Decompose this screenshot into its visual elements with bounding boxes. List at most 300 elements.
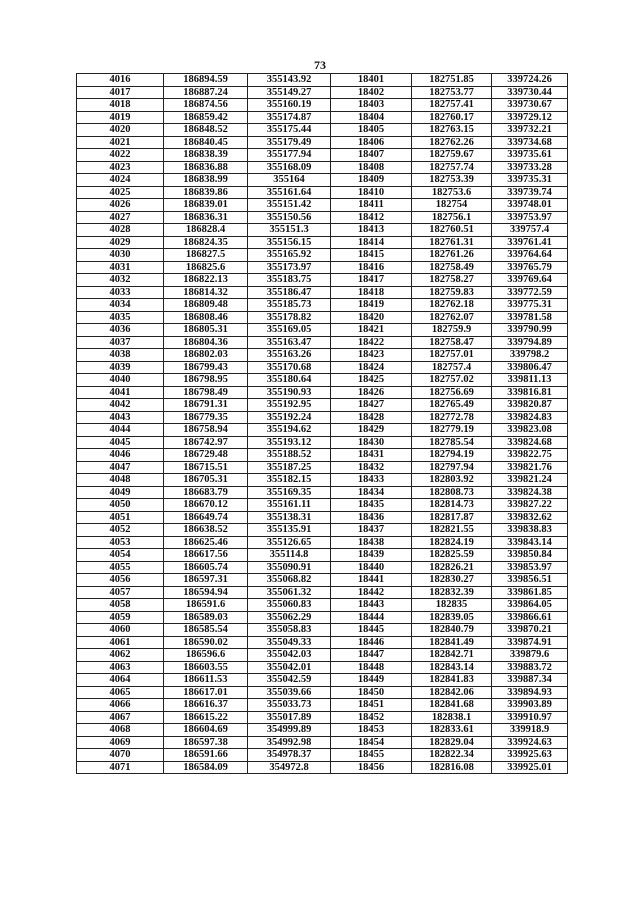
point-number-b-cell: 18449: [331, 674, 412, 687]
point-number-b-cell: 18432: [331, 461, 412, 474]
y-coord-a-cell: 355062.29: [248, 611, 331, 624]
point-number-a-cell: 4034: [77, 299, 164, 312]
y-coord-b-cell: 339820.87: [492, 399, 568, 412]
y-coord-b-cell: 339821.76: [492, 461, 568, 474]
y-coord-b-cell: 339823.08: [492, 424, 568, 437]
point-number-a-cell: 4042: [77, 399, 164, 412]
point-number-a-cell: 4051: [77, 511, 164, 524]
y-coord-b-cell: 339811.13: [492, 374, 568, 387]
table-row: [77, 236, 568, 249]
y-coord-b-cell: 339735.31: [492, 174, 568, 187]
point-number-b-cell: 18444: [331, 611, 412, 624]
x-coord-a-cell: 186839.86: [164, 186, 248, 199]
y-coord-b-cell: 339735.61: [492, 149, 568, 162]
point-number-a-cell: 4020: [77, 124, 164, 137]
table-row: [77, 424, 568, 437]
x-coord-a-cell: 186828.4: [164, 224, 248, 237]
y-coord-b-cell: 339757.4: [492, 224, 568, 237]
y-coord-b-cell: 339925.01: [492, 761, 568, 774]
y-coord-b-cell: 339790.99: [492, 324, 568, 337]
x-coord-a-cell: 186827.5: [164, 249, 248, 262]
x-coord-b-cell: 182756.69: [412, 386, 492, 399]
y-coord-b-cell: 339874.91: [492, 636, 568, 649]
y-coord-b-cell: 339732.21: [492, 124, 568, 137]
y-coord-b-cell: 339769.64: [492, 274, 568, 287]
table-row: [77, 286, 568, 299]
y-coord-a-cell: 355193.12: [248, 436, 331, 449]
x-coord-b-cell: 182814.73: [412, 499, 492, 512]
table-row: [77, 499, 568, 512]
point-number-a-cell: 4048: [77, 474, 164, 487]
y-coord-a-cell: 355175.44: [248, 124, 331, 137]
x-coord-a-cell: 186594.94: [164, 586, 248, 599]
point-number-a-cell: 4045: [77, 436, 164, 449]
y-coord-a-cell: 355156.15: [248, 236, 331, 249]
table-row: [77, 224, 568, 237]
y-coord-b-cell: 339775.31: [492, 299, 568, 312]
x-coord-a-cell: 186589.03: [164, 611, 248, 624]
x-coord-a-cell: 186798.95: [164, 374, 248, 387]
y-coord-a-cell: 355068.82: [248, 574, 331, 587]
x-coord-a-cell: 186597.31: [164, 574, 248, 587]
y-coord-b-cell: 339832.62: [492, 511, 568, 524]
table-row: [77, 149, 568, 162]
table-row: [77, 261, 568, 274]
x-coord-a-cell: 186887.24: [164, 86, 248, 99]
x-coord-b-cell: 182830.27: [412, 574, 492, 587]
y-coord-b-cell: 339748.01: [492, 199, 568, 212]
y-coord-b-cell: 339903.89: [492, 699, 568, 712]
x-coord-b-cell: 182839.05: [412, 611, 492, 624]
y-coord-a-cell: 355187.25: [248, 461, 331, 474]
y-coord-a-cell: 355049.33: [248, 636, 331, 649]
point-number-a-cell: 4043: [77, 411, 164, 424]
y-coord-a-cell: 355058.83: [248, 624, 331, 637]
x-coord-b-cell: 182841.68: [412, 699, 492, 712]
y-coord-b-cell: 339850.84: [492, 549, 568, 562]
y-coord-a-cell: 355169.05: [248, 324, 331, 337]
table-row: [77, 536, 568, 549]
x-coord-b-cell: 182841.83: [412, 674, 492, 687]
point-number-a-cell: 4022: [77, 149, 164, 162]
y-coord-a-cell: 355138.31: [248, 511, 331, 524]
point-number-a-cell: 4054: [77, 549, 164, 562]
y-coord-a-cell: 355183.75: [248, 274, 331, 287]
point-number-a-cell: 4021: [77, 136, 164, 149]
point-number-a-cell: 4023: [77, 161, 164, 174]
x-coord-b-cell: 182840.79: [412, 624, 492, 637]
table-row: [77, 749, 568, 762]
x-coord-a-cell: 186605.74: [164, 561, 248, 574]
x-coord-a-cell: 186590.02: [164, 636, 248, 649]
y-coord-a-cell: 355185.73: [248, 299, 331, 312]
point-number-b-cell: 18452: [331, 711, 412, 724]
table-row: [77, 624, 568, 637]
x-coord-b-cell: 182825.59: [412, 549, 492, 562]
y-coord-b-cell: 339816.81: [492, 386, 568, 399]
y-coord-a-cell: 355143.92: [248, 74, 331, 87]
point-number-b-cell: 18451: [331, 699, 412, 712]
y-coord-b-cell: 339761.41: [492, 236, 568, 249]
x-coord-a-cell: 186705.31: [164, 474, 248, 487]
point-number-b-cell: 18437: [331, 524, 412, 537]
x-coord-b-cell: 182803.92: [412, 474, 492, 487]
table-row: [77, 699, 568, 712]
point-number-a-cell: 4059: [77, 611, 164, 624]
x-coord-a-cell: 186742.97: [164, 436, 248, 449]
point-number-a-cell: 4019: [77, 111, 164, 124]
x-coord-a-cell: 186836.31: [164, 211, 248, 224]
point-number-b-cell: 18446: [331, 636, 412, 649]
table-row: [77, 461, 568, 474]
y-coord-a-cell: 355180.64: [248, 374, 331, 387]
point-number-b-cell: 18441: [331, 574, 412, 587]
y-coord-b-cell: 339887.34: [492, 674, 568, 687]
x-coord-a-cell: 186585.54: [164, 624, 248, 637]
x-coord-b-cell: 182757.41: [412, 99, 492, 112]
y-coord-a-cell: 355174.87: [248, 111, 331, 124]
point-number-b-cell: 18412: [331, 211, 412, 224]
point-number-a-cell: 4070: [77, 749, 164, 762]
point-number-a-cell: 4029: [77, 236, 164, 249]
point-number-b-cell: 18419: [331, 299, 412, 312]
point-number-b-cell: 18440: [331, 561, 412, 574]
table-row: [77, 524, 568, 537]
x-coord-b-cell: 182753.6: [412, 186, 492, 199]
x-coord-a-cell: 186779.35: [164, 411, 248, 424]
point-number-b-cell: 18434: [331, 486, 412, 499]
x-coord-b-cell: 182821.55: [412, 524, 492, 537]
point-number-b-cell: 18447: [331, 649, 412, 662]
x-coord-a-cell: 186615.22: [164, 711, 248, 724]
y-coord-b-cell: 339918.9: [492, 724, 568, 737]
x-coord-b-cell: 182753.77: [412, 86, 492, 99]
x-coord-b-cell: 182758.47: [412, 336, 492, 349]
y-coord-a-cell: 354992.98: [248, 736, 331, 749]
x-coord-b-cell: 182760.51: [412, 224, 492, 237]
x-coord-b-cell: 182765.49: [412, 399, 492, 412]
x-coord-b-cell: 182832.39: [412, 586, 492, 599]
point-number-a-cell: 4055: [77, 561, 164, 574]
x-coord-a-cell: 186804.36: [164, 336, 248, 349]
y-coord-b-cell: 339734.68: [492, 136, 568, 149]
x-coord-a-cell: 186670.12: [164, 499, 248, 512]
point-number-a-cell: 4039: [77, 361, 164, 374]
table-row: [77, 486, 568, 499]
x-coord-a-cell: 186824.35: [164, 236, 248, 249]
point-number-b-cell: 18438: [331, 536, 412, 549]
x-coord-b-cell: 182757.01: [412, 349, 492, 362]
x-coord-b-cell: 182842.06: [412, 686, 492, 699]
x-coord-a-cell: 186591.66: [164, 749, 248, 762]
x-coord-b-cell: 182797.94: [412, 461, 492, 474]
point-number-a-cell: 4035: [77, 311, 164, 324]
x-coord-a-cell: 186840.45: [164, 136, 248, 149]
table-row: [77, 674, 568, 687]
x-coord-b-cell: 182779.19: [412, 424, 492, 437]
x-coord-a-cell: 186649.74: [164, 511, 248, 524]
y-coord-a-cell: 355151.3: [248, 224, 331, 237]
x-coord-b-cell: 182762.18: [412, 299, 492, 312]
x-coord-a-cell: 186859.42: [164, 111, 248, 124]
x-coord-b-cell: 182826.21: [412, 561, 492, 574]
point-number-a-cell: 4018: [77, 99, 164, 112]
x-coord-b-cell: 182817.87: [412, 511, 492, 524]
point-number-b-cell: 18442: [331, 586, 412, 599]
point-number-a-cell: 4064: [77, 674, 164, 687]
x-coord-a-cell: 186683.79: [164, 486, 248, 499]
point-number-b-cell: 18406: [331, 136, 412, 149]
y-coord-b-cell: 339883.72: [492, 661, 568, 674]
table-row: [77, 474, 568, 487]
x-coord-b-cell: 182808.73: [412, 486, 492, 499]
x-coord-a-cell: 186825.6: [164, 261, 248, 274]
y-coord-b-cell: 339879.6: [492, 649, 568, 662]
y-coord-b-cell: 339765.79: [492, 261, 568, 274]
x-coord-b-cell: 182835: [412, 599, 492, 612]
y-coord-a-cell: 354999.89: [248, 724, 331, 737]
y-coord-a-cell: 354972.8: [248, 761, 331, 774]
table-row: [77, 574, 568, 587]
x-coord-a-cell: 186822.13: [164, 274, 248, 287]
x-coord-a-cell: 186715.51: [164, 461, 248, 474]
y-coord-b-cell: 339753.97: [492, 211, 568, 224]
table-row: [77, 399, 568, 412]
x-coord-a-cell: 186799.43: [164, 361, 248, 374]
table-row: [77, 586, 568, 599]
x-coord-b-cell: 182785.54: [412, 436, 492, 449]
y-coord-a-cell: 355188.52: [248, 449, 331, 462]
table-row: [77, 211, 568, 224]
point-number-b-cell: 18420: [331, 311, 412, 324]
x-coord-a-cell: 186729.48: [164, 449, 248, 462]
y-coord-a-cell: 355161.11: [248, 499, 331, 512]
y-coord-a-cell: 355061.32: [248, 586, 331, 599]
y-coord-b-cell: 339772.59: [492, 286, 568, 299]
y-coord-a-cell: 355179.49: [248, 136, 331, 149]
point-number-b-cell: 18410: [331, 186, 412, 199]
table-row: [77, 711, 568, 724]
x-coord-a-cell: 186802.03: [164, 349, 248, 362]
point-number-a-cell: 4065: [77, 686, 164, 699]
y-coord-b-cell: 339822.75: [492, 449, 568, 462]
point-number-b-cell: 18428: [331, 411, 412, 424]
y-coord-b-cell: 339794.89: [492, 336, 568, 349]
point-number-b-cell: 18417: [331, 274, 412, 287]
x-coord-a-cell: 186791.31: [164, 399, 248, 412]
y-coord-a-cell: 354978.37: [248, 749, 331, 762]
table-row: [77, 111, 568, 124]
table-row: [77, 436, 568, 449]
y-coord-b-cell: 339853.97: [492, 561, 568, 574]
point-number-a-cell: 4053: [77, 536, 164, 549]
y-coord-a-cell: 355160.19: [248, 99, 331, 112]
y-coord-b-cell: 339821.24: [492, 474, 568, 487]
table-row: [77, 199, 568, 212]
table-row: [77, 311, 568, 324]
point-number-b-cell: 18455: [331, 749, 412, 762]
point-number-a-cell: 4016: [77, 74, 164, 87]
x-coord-b-cell: 182763.15: [412, 124, 492, 137]
y-coord-a-cell: 355042.03: [248, 649, 331, 662]
x-coord-a-cell: 186838.39: [164, 149, 248, 162]
x-coord-a-cell: 186591.6: [164, 599, 248, 612]
x-coord-a-cell: 186805.31: [164, 324, 248, 337]
y-coord-b-cell: 339861.85: [492, 586, 568, 599]
table-row: [77, 174, 568, 187]
x-coord-b-cell: 182758.49: [412, 261, 492, 274]
point-number-a-cell: 4063: [77, 661, 164, 674]
point-number-a-cell: 4050: [77, 499, 164, 512]
point-number-b-cell: 18427: [331, 399, 412, 412]
y-coord-a-cell: 355017.89: [248, 711, 331, 724]
y-coord-a-cell: 355173.97: [248, 261, 331, 274]
point-number-a-cell: 4040: [77, 374, 164, 387]
point-number-b-cell: 18425: [331, 374, 412, 387]
point-number-b-cell: 18408: [331, 161, 412, 174]
table-row: [77, 124, 568, 137]
y-coord-b-cell: 339739.74: [492, 186, 568, 199]
y-coord-a-cell: 355186.47: [248, 286, 331, 299]
x-coord-b-cell: 182761.31: [412, 236, 492, 249]
point-number-a-cell: 4028: [77, 224, 164, 237]
point-number-b-cell: 18443: [331, 599, 412, 612]
point-number-a-cell: 4027: [77, 211, 164, 224]
point-number-b-cell: 18402: [331, 86, 412, 99]
x-coord-b-cell: 182841.49: [412, 636, 492, 649]
point-number-a-cell: 4044: [77, 424, 164, 437]
x-coord-a-cell: 186809.48: [164, 299, 248, 312]
point-number-a-cell: 4017: [77, 86, 164, 99]
point-number-b-cell: 18431: [331, 449, 412, 462]
point-number-b-cell: 18424: [331, 361, 412, 374]
y-coord-b-cell: 339856.51: [492, 574, 568, 587]
point-number-a-cell: 4047: [77, 461, 164, 474]
y-coord-a-cell: 355177.94: [248, 149, 331, 162]
point-number-a-cell: 4041: [77, 386, 164, 399]
point-number-a-cell: 4046: [77, 449, 164, 462]
table-row: [77, 599, 568, 612]
x-coord-a-cell: 186874.56: [164, 99, 248, 112]
point-number-b-cell: 18413: [331, 224, 412, 237]
point-number-b-cell: 18405: [331, 124, 412, 137]
y-coord-a-cell: 355178.82: [248, 311, 331, 324]
x-coord-b-cell: 182756.1: [412, 211, 492, 224]
table-row: [77, 374, 568, 387]
table-row: [77, 561, 568, 574]
table-row: [77, 549, 568, 562]
x-coord-b-cell: 182757.4: [412, 361, 492, 374]
x-coord-b-cell: 182824.19: [412, 536, 492, 549]
table-row: [77, 611, 568, 624]
y-coord-b-cell: 339798.2: [492, 349, 568, 362]
point-number-b-cell: 18439: [331, 549, 412, 562]
table-row: [77, 649, 568, 662]
y-coord-a-cell: 355192.24: [248, 411, 331, 424]
x-coord-a-cell: 186838.99: [164, 174, 248, 187]
x-coord-a-cell: 186584.09: [164, 761, 248, 774]
y-coord-a-cell: 355161.64: [248, 186, 331, 199]
x-coord-b-cell: 182759.67: [412, 149, 492, 162]
x-coord-b-cell: 182757.74: [412, 161, 492, 174]
x-coord-a-cell: 186894.59: [164, 74, 248, 87]
y-coord-b-cell: 339724.26: [492, 74, 568, 87]
point-number-a-cell: 4036: [77, 324, 164, 337]
point-number-a-cell: 4057: [77, 586, 164, 599]
x-coord-a-cell: 186604.69: [164, 724, 248, 737]
point-number-a-cell: 4058: [77, 599, 164, 612]
point-number-b-cell: 18456: [331, 761, 412, 774]
x-coord-b-cell: 182761.26: [412, 249, 492, 262]
y-coord-a-cell: 355114.8: [248, 549, 331, 562]
point-number-a-cell: 4038: [77, 349, 164, 362]
table-row: [77, 74, 568, 87]
y-coord-a-cell: 355126.65: [248, 536, 331, 549]
y-coord-a-cell: 355151.42: [248, 199, 331, 212]
y-coord-b-cell: 339838.83: [492, 524, 568, 537]
x-coord-b-cell: 182829.04: [412, 736, 492, 749]
x-coord-b-cell: 182762.26: [412, 136, 492, 149]
y-coord-b-cell: 339827.22: [492, 499, 568, 512]
table-row: [77, 361, 568, 374]
y-coord-a-cell: 355194.62: [248, 424, 331, 437]
y-coord-a-cell: 355039.66: [248, 686, 331, 699]
point-number-b-cell: 18416: [331, 261, 412, 274]
point-number-a-cell: 4061: [77, 636, 164, 649]
table-row: [77, 686, 568, 699]
y-coord-b-cell: 339806.47: [492, 361, 568, 374]
table-row: [77, 349, 568, 362]
x-coord-a-cell: 186617.56: [164, 549, 248, 562]
point-number-a-cell: 4060: [77, 624, 164, 637]
y-coord-a-cell: 355150.56: [248, 211, 331, 224]
y-coord-a-cell: 355164: [248, 174, 331, 187]
point-number-a-cell: 4032: [77, 274, 164, 287]
point-number-b-cell: 18411: [331, 199, 412, 212]
x-coord-a-cell: 186814.32: [164, 286, 248, 299]
y-coord-a-cell: 355042.01: [248, 661, 331, 674]
y-coord-a-cell: 355192.95: [248, 399, 331, 412]
table-row: [77, 186, 568, 199]
x-coord-b-cell: 182772.78: [412, 411, 492, 424]
y-coord-b-cell: 339824.38: [492, 486, 568, 499]
point-number-a-cell: 4068: [77, 724, 164, 737]
x-coord-b-cell: 182753.39: [412, 174, 492, 187]
point-number-b-cell: 18430: [331, 436, 412, 449]
point-number-b-cell: 18454: [331, 736, 412, 749]
point-number-a-cell: 4030: [77, 249, 164, 262]
table-row: [77, 136, 568, 149]
y-coord-a-cell: 355033.73: [248, 699, 331, 712]
x-coord-b-cell: 182751.85: [412, 74, 492, 87]
table-row: [77, 411, 568, 424]
table-row: [77, 299, 568, 312]
y-coord-a-cell: 355090.91: [248, 561, 331, 574]
x-coord-a-cell: 186603.55: [164, 661, 248, 674]
point-number-b-cell: 18450: [331, 686, 412, 699]
y-coord-b-cell: 339866.61: [492, 611, 568, 624]
y-coord-a-cell: 355190.93: [248, 386, 331, 399]
x-coord-b-cell: 182842.71: [412, 649, 492, 662]
y-coord-b-cell: 339894.93: [492, 686, 568, 699]
point-number-b-cell: 18409: [331, 174, 412, 187]
y-coord-a-cell: 355149.27: [248, 86, 331, 99]
y-coord-b-cell: 339729.12: [492, 111, 568, 124]
point-number-b-cell: 18401: [331, 74, 412, 87]
y-coord-b-cell: 339864.05: [492, 599, 568, 612]
coordinates-table: [76, 73, 568, 774]
coordinates-table-body: [77, 74, 568, 774]
